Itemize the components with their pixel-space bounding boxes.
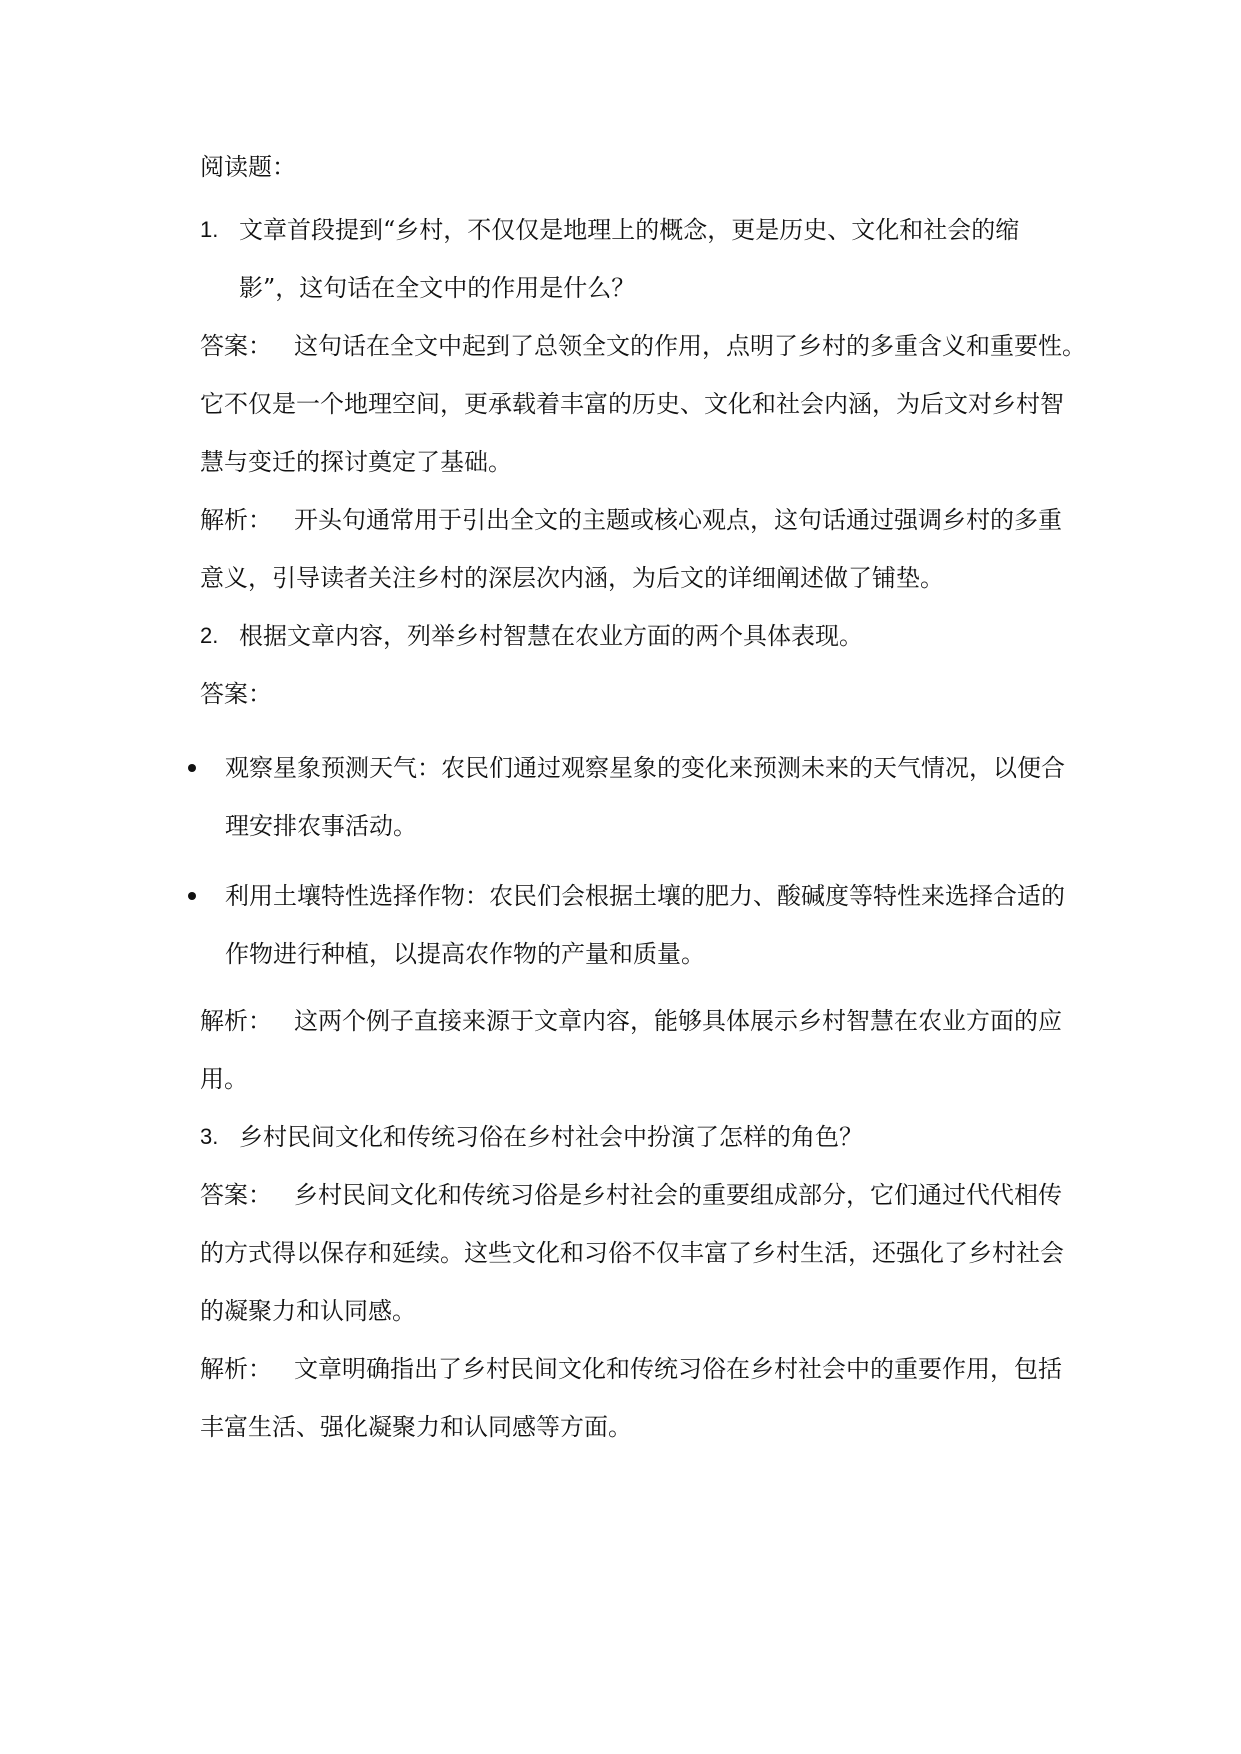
question-3-number: 3. — [200, 1124, 219, 1149]
question-1-analysis-line1 — [200, 503, 1062, 537]
bullet-2-line1: 利用土壤特性选择作物：农民们会根据土壤的肥力、酸碱度等特性来选择合适的 — [225, 882, 1065, 910]
question-3-answer-line2: 的方式得以保存和延续。这些文化和习俗不仅丰富了乡村生活，还强化了乡村社会 — [200, 1239, 1064, 1267]
question-3-analysis-line2: 丰富生活、强化凝聚力和认同感等方面。 — [200, 1413, 632, 1441]
question-1-text-line2: 影”，这句话在全文中的作用是什么？ — [239, 274, 636, 302]
section-heading: 阅读题： — [200, 153, 296, 181]
question-1-answer-line3: 慧与变迁的探讨奠定了基础。 — [200, 448, 512, 476]
question-3-analysis-line1 — [200, 1352, 1062, 1386]
answer-label: 答案： — [200, 332, 272, 360]
question-3-text: 乡村民间文化和传统习俗在乡村社会中扮演了怎样的角色？ — [239, 1123, 863, 1151]
analysis-label: 解析： — [200, 1007, 272, 1035]
analysis-text: 开头句通常用于引出全文的主题或核心观点，这句话通过强调乡村的多重 — [294, 506, 1062, 534]
question-3-answer-line1 — [200, 1178, 1062, 1212]
question-1-answer-line2: 它不仅是一个地理空间，更承载着丰富的历史、文化和社会内涵，为后文对乡村智 — [200, 390, 1064, 418]
question-2-answer-label: 答案： — [200, 680, 272, 708]
question-2-analysis-line1 — [200, 1004, 1062, 1038]
question-2-text: 根据文章内容，列举乡村智慧在农业方面的两个具体表现。 — [239, 622, 863, 650]
bullet-1-line1: 观察星象预测天气：农民们通过观察星象的变化来预测未来的天气情况，以便合 — [225, 754, 1065, 782]
answer-text: 乡村民间文化和传统习俗是乡村社会的重要组成部分，它们通过代代相传 — [294, 1181, 1062, 1209]
question-1-answer-line1 — [200, 329, 1086, 363]
bullet-dot — [188, 764, 196, 772]
analysis-text: 这两个例子直接来源于文章内容，能够具体展示乡村智慧在农业方面的应 — [294, 1007, 1062, 1035]
bullet-2-line2: 作物进行种植，以提高农作物的产量和质量。 — [225, 940, 705, 968]
question-2-number: 2. — [200, 623, 219, 648]
analysis-text: 文章明确指出了乡村民间文化和传统习俗在乡村社会中的重要作用，包括 — [294, 1355, 1062, 1383]
question-3-answer-line3: 的凝聚力和认同感。 — [200, 1297, 416, 1325]
question-1-number: 1. — [200, 217, 219, 242]
bullet-1-line2: 理安排农事活动。 — [225, 812, 417, 840]
answer-text: 这句话在全文中起到了总领全文的作用，点明了乡村的多重含义和重要性。 — [294, 332, 1086, 360]
analysis-label: 解析： — [200, 1355, 272, 1383]
analysis-label: 解析： — [200, 506, 272, 534]
answer-label: 答案： — [200, 1181, 272, 1209]
question-2-analysis-line2: 用。 — [200, 1065, 248, 1093]
bullet-dot — [188, 892, 196, 900]
question-1-analysis-line2: 意义，引导读者关注乡村的深层次内涵，为后文的详细阐述做了铺垫。 — [200, 564, 944, 592]
question-1-text-line1: 文章首段提到“乡村，不仅仅是地理上的概念，更是历史、文化和社会的缩 — [239, 216, 1020, 244]
